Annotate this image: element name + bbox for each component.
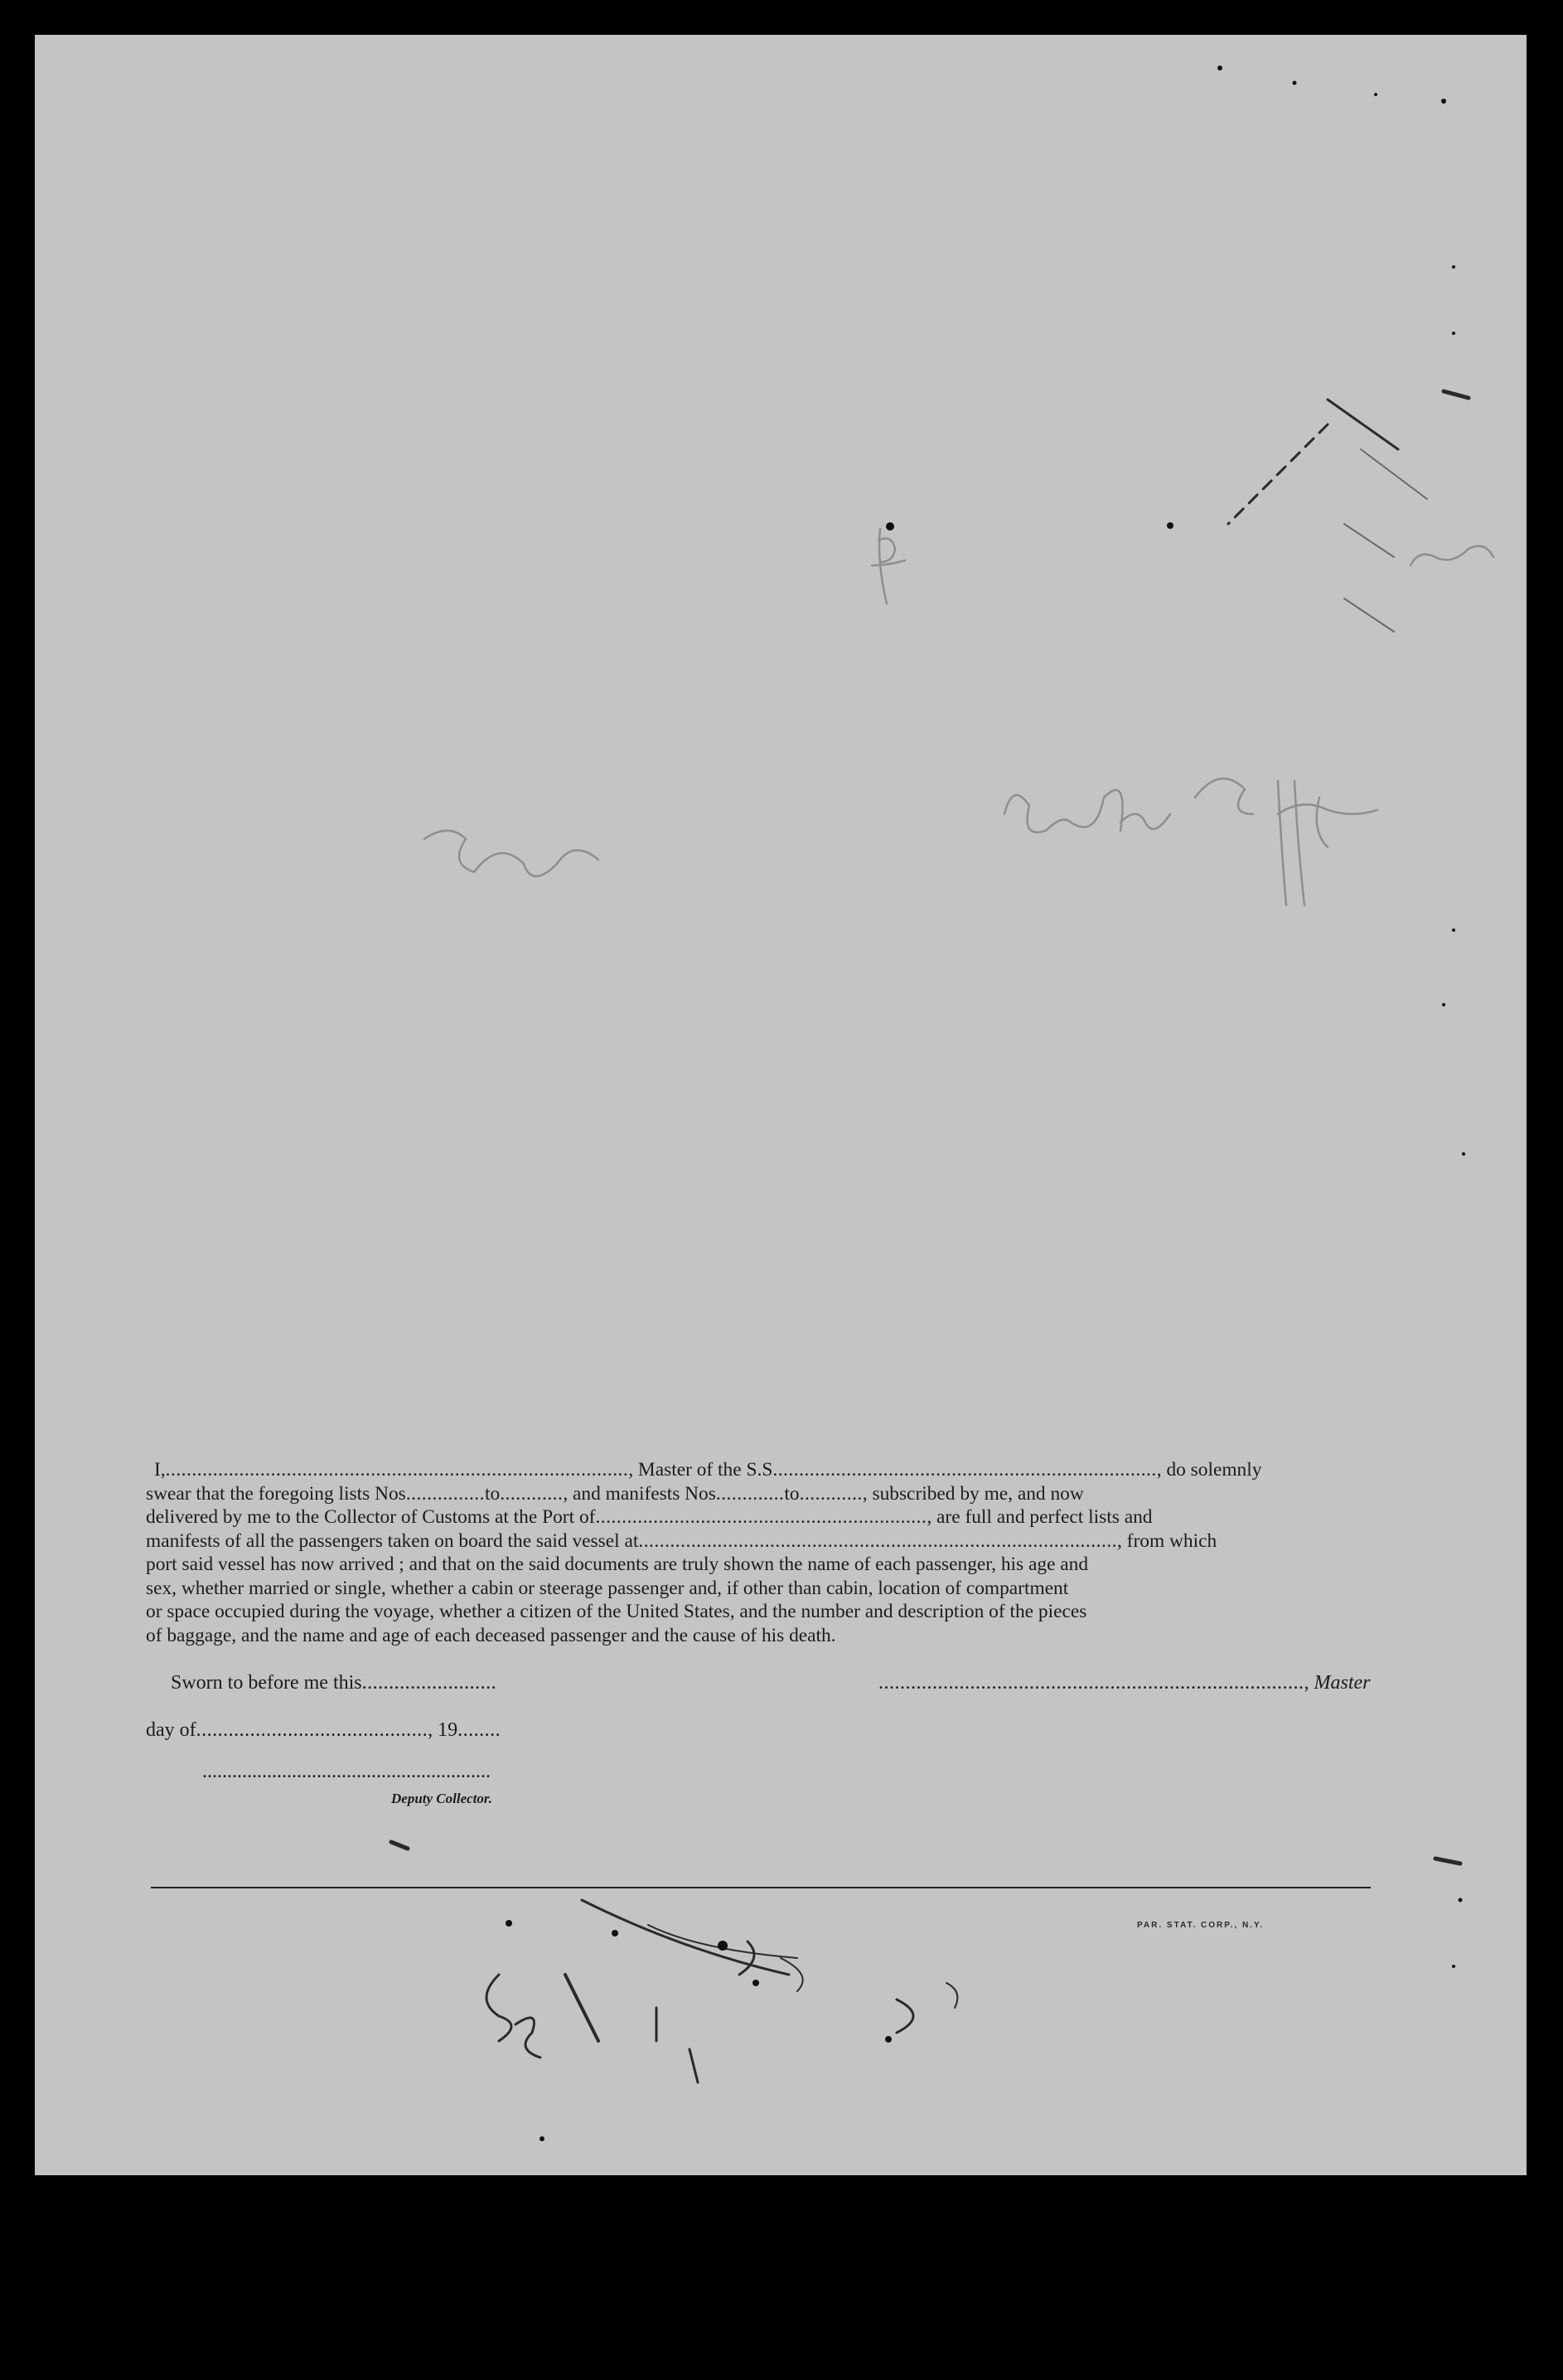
blank-lists-from: ............... bbox=[405, 1482, 485, 1505]
printer-imprint: PAR. STAT. CORP., N.Y. bbox=[1137, 1921, 1265, 1930]
oath-line-3 bbox=[146, 1505, 1379, 1529]
oath-from-which: , from which bbox=[1116, 1529, 1217, 1552]
handwritten-annotations bbox=[35, 35, 1527, 2175]
blank-year: ........ bbox=[457, 1719, 501, 1741]
oath-i: I, bbox=[154, 1459, 166, 1481]
oath-lists-nos: swear that the foregoing lists Nos bbox=[146, 1482, 406, 1505]
sworn-label: Sworn to before me this bbox=[171, 1672, 362, 1694]
oath-line-2 bbox=[146, 1482, 1379, 1506]
year-prefix: , 19 bbox=[428, 1719, 458, 1741]
master-label: , Master bbox=[1304, 1672, 1371, 1694]
day-of-line bbox=[146, 1719, 501, 1742]
blank-manifests-from: ............. bbox=[715, 1482, 785, 1505]
oath-to: to bbox=[784, 1482, 800, 1505]
blank-master-signature: ............................................................................... bbox=[878, 1672, 1304, 1694]
oath-line-4 bbox=[146, 1529, 1379, 1554]
oath-line-1 bbox=[146, 1458, 1379, 1482]
blank-sworn-date: ......................... bbox=[361, 1672, 497, 1694]
oath-master-of-ss: , Master of the S.S bbox=[628, 1459, 773, 1481]
blank-manifests-to: ............ bbox=[799, 1482, 863, 1505]
blank-ship-name: ......................................................................... bbox=[772, 1459, 1157, 1481]
oath-line-8: of baggage, and the name and age of each deceased passenger and the cause of his death. bbox=[146, 1624, 836, 1646]
blank-month: ........................................... bbox=[196, 1719, 428, 1741]
oath-line-5: port said vessel has now arrived ; and that on the said documents are truly shown the name of each passenger, his age and bbox=[146, 1554, 1089, 1575]
oath-to: to bbox=[484, 1482, 501, 1505]
oath-manifests-nos: , and manifests Nos bbox=[563, 1482, 716, 1505]
blank-lists-to: ............ bbox=[500, 1482, 564, 1505]
manifest-back-page bbox=[35, 35, 1527, 2175]
blank-deputy-signature: .......................................................... bbox=[202, 1761, 491, 1782]
sworn-before-me bbox=[171, 1672, 496, 1694]
oath-line-6: sex, whether married or single, whether a cabin or steerage passenger and, if other than cabin, location of compartment bbox=[146, 1577, 1069, 1599]
masters-oath bbox=[146, 1458, 1379, 1647]
day-of-label: day of bbox=[146, 1719, 196, 1741]
blank-master-name: ........................................................................................ bbox=[165, 1459, 629, 1481]
master-signature-line bbox=[878, 1672, 1371, 1694]
deputy-collector-label: Deputy Collector. bbox=[391, 1791, 492, 1806]
oath-subscribed: , subscribed by me, and now bbox=[862, 1482, 1084, 1505]
oath-line-7: or space occupied during the voyage, whether a citizen of the United States, and the number and description of the pieces bbox=[146, 1601, 1087, 1622]
oath-taken-on-board: manifests of all the passengers taken on board the said vessel at bbox=[146, 1529, 639, 1552]
oath-do-solemnly: , do solemnly bbox=[1156, 1459, 1262, 1481]
horizontal-rule bbox=[151, 1887, 1371, 1888]
oath-port-of: delivered by me to the Collector of Customs at the Port of bbox=[146, 1506, 596, 1528]
blank-embarkation-port: ........................................................................................... bbox=[638, 1529, 1117, 1552]
oath-full-and-perfect: , are full and perfect lists and bbox=[927, 1506, 1153, 1528]
blank-port: ............................................................... bbox=[595, 1506, 927, 1528]
